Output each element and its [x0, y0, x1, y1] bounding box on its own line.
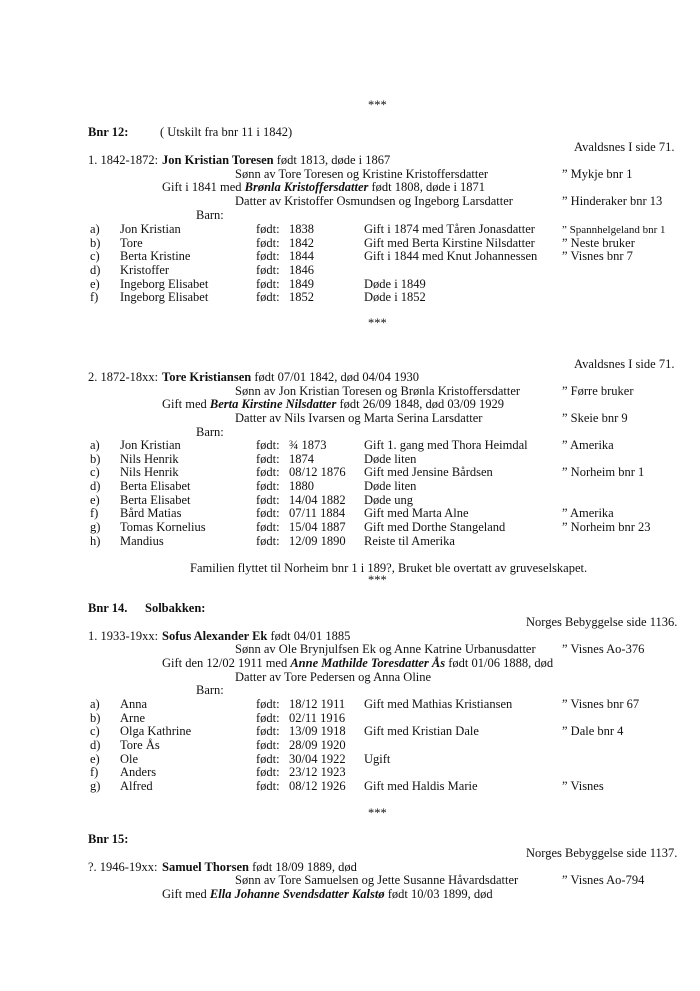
section-note: ( Utskilt fra bnr 11 i 1842): [160, 125, 293, 139]
origin: ” Hinderaker bnr 13: [562, 194, 663, 208]
child-name: Olga Kathrine: [120, 724, 192, 738]
born-label: født:: [256, 779, 280, 793]
child-name: Ole: [120, 752, 139, 766]
born-label: født:: [256, 249, 280, 263]
section-heading-bnr15: Bnr 15:: [88, 832, 129, 846]
child-letter: h): [90, 534, 101, 548]
child-note: Gift med Mathias Kristiansen: [364, 697, 513, 711]
child-note: Døde liten: [364, 479, 417, 493]
child-date: 15/04 1887: [289, 520, 346, 534]
child-place: ” Norheim bnr 23: [562, 520, 651, 534]
child-place: ” Amerika: [562, 438, 614, 452]
child-date: 13/09 1918: [289, 724, 346, 738]
marriage-line: Gift med Ella Johanne Svendsdatter Kalstø født 10/03 1899, død: [162, 887, 493, 901]
born-label: født:: [256, 738, 280, 752]
children-label: Barn:: [196, 425, 224, 439]
born-label: født:: [256, 290, 280, 304]
child-letter: c): [90, 724, 100, 738]
owner-line: Tore Kristiansen født 07/01 1842, død 04/04 1930: [162, 370, 419, 384]
child-note: Døde liten: [364, 452, 417, 466]
child-name: Arne: [120, 711, 145, 725]
spouse-parents-line: Datter av Nils Ivarsen og Marta Serina Larsdatter: [235, 411, 483, 425]
child-date: 1838: [289, 222, 314, 236]
child-place: ” Visnes bnr 7: [562, 249, 633, 263]
separator: ***: [368, 806, 387, 820]
child-note: Gift med Marta Alne: [364, 506, 469, 520]
section-heading-bnr14: Bnr 14.: [88, 601, 128, 615]
child-name: Tore: [120, 236, 143, 250]
child-name: Ingeborg Elisabet: [120, 290, 209, 304]
born-label: født:: [256, 765, 280, 779]
source-reference: Avaldsnes I side 71.: [574, 140, 675, 154]
origin: ” Skeie bnr 9: [562, 411, 628, 425]
child-place: ” Visnes bnr 67: [562, 697, 640, 711]
child-date: 08/12 1876: [289, 465, 346, 479]
parents-line: Sønn av Ole Brynjulfsen Ek og Anne Katrine Urbanusdatter: [235, 642, 536, 656]
child-name: Anna: [120, 697, 148, 711]
child-letter: a): [90, 697, 100, 711]
child-date: 1880: [289, 479, 314, 493]
child-name: Mandius: [120, 534, 164, 548]
separator: ***: [368, 573, 387, 587]
origin: ” Visnes Ao-794: [562, 873, 645, 887]
source-reference: Avaldsnes I side 71.: [574, 357, 675, 371]
born-label: født:: [256, 752, 280, 766]
child-letter: c): [90, 465, 100, 479]
origin: ” Førre bruker: [562, 384, 634, 398]
child-note: Gift 1. gang med Thora Heimdal: [364, 438, 528, 452]
child-name: Tomas Kornelius: [120, 520, 206, 534]
child-place: ” Dale bnr 4: [562, 724, 624, 738]
child-date: 08/12 1926: [289, 779, 346, 793]
born-label: født:: [256, 534, 280, 548]
origin: ” Mykje bnr 1: [562, 167, 633, 181]
child-letter: d): [90, 738, 101, 752]
child-note: Døde i 1849: [364, 277, 426, 291]
child-letter: g): [90, 520, 101, 534]
child-place: ” Spannhelgeland bnr 1: [562, 224, 666, 236]
child-place: ” Amerika: [562, 506, 614, 520]
child-date: ¾ 1873: [289, 438, 327, 452]
owner-period: 1. 1842-1872:: [88, 153, 159, 167]
born-label: født:: [256, 465, 280, 479]
child-name: Nils Henrik: [120, 452, 179, 466]
born-label: født:: [256, 724, 280, 738]
born-label: født:: [256, 452, 280, 466]
children-label: Barn:: [196, 208, 224, 222]
born-label: født:: [256, 711, 280, 725]
child-letter: e): [90, 277, 100, 291]
child-date: 07/11 1884: [289, 506, 346, 520]
child-date: 30/04 1922: [289, 752, 346, 766]
child-note: Gift med Kristian Dale: [364, 724, 479, 738]
marriage-line: Gift med Berta Kirstine Nilsdatter født 26/09 1848, død 03/09 1929: [162, 397, 505, 411]
child-date: 1846: [289, 263, 314, 277]
child-name: Anders: [120, 765, 157, 779]
born-label: født:: [256, 277, 280, 291]
child-letter: a): [90, 438, 100, 452]
child-note: Døde i 1852: [364, 290, 426, 304]
born-label: født:: [256, 506, 280, 520]
spouse-parents-line: Datter av Tore Pedersen og Anna Oline: [235, 670, 432, 684]
owner-line: Sofus Alexander Ek født 04/01 1885: [162, 629, 351, 643]
child-note: Reiste til Amerika: [364, 534, 455, 548]
child-name: Berta Elisabet: [120, 493, 191, 507]
child-date: 1852: [289, 290, 314, 304]
child-date: 1842: [289, 236, 314, 250]
child-date: 12/09 1890: [289, 534, 346, 548]
child-name: Bård Matias: [120, 506, 182, 520]
child-letter: c): [90, 249, 100, 263]
child-name: Jon Kristian: [120, 222, 181, 236]
child-name: Jon Kristian: [120, 438, 181, 452]
child-date: 1844: [289, 249, 314, 263]
separator: ***: [368, 316, 387, 330]
child-place: ” Visnes: [562, 779, 604, 793]
child-place: ” Norheim bnr 1: [562, 465, 645, 479]
born-label: født:: [256, 493, 280, 507]
child-letter: d): [90, 263, 101, 277]
child-letter: a): [90, 222, 100, 236]
spouse-parents-line: Datter av Kristoffer Osmundsen og Ingeborg Larsdatter: [235, 194, 513, 208]
child-date: 02/11 1916: [289, 711, 346, 725]
child-letter: b): [90, 236, 101, 250]
family-note: Familien flyttet til Norheim bnr 1 i 189?, Bruket ble overtatt av gruveselskapet.: [190, 561, 588, 575]
child-name: Ingeborg Elisabet: [120, 277, 209, 291]
child-date: 1849: [289, 277, 314, 291]
child-letter: f): [90, 506, 99, 520]
child-note: Gift med Haldis Marie: [364, 779, 478, 793]
section-heading-bnr12: Bnr 12:: [88, 125, 129, 139]
separator: ***: [368, 98, 387, 112]
parents-line: Sønn av Jon Kristian Toresen og Brønla Kristoffersdatter: [235, 384, 521, 398]
owner-period: 2. 1872-18xx:: [88, 370, 159, 384]
born-label: født:: [256, 479, 280, 493]
owner-line: Samuel Thorsen født 18/09 1889, død: [162, 860, 357, 874]
child-name: Berta Kristine: [120, 249, 191, 263]
child-letter: b): [90, 452, 101, 466]
owner-period: 1. 1933-19xx:: [88, 629, 159, 643]
children-label: Barn:: [196, 683, 224, 697]
child-letter: e): [90, 493, 100, 507]
child-note: Gift med Jensine Bårdsen: [364, 465, 493, 479]
child-note: Gift med Dorthe Stangeland: [364, 520, 506, 534]
child-note: Gift med Berta Kirstine Nilsdatter: [364, 236, 535, 250]
child-note: Ugift: [364, 752, 391, 766]
child-date: 23/12 1923: [289, 765, 346, 779]
source-reference: Norges Bebyggelse side 1136.: [526, 615, 678, 629]
marriage-line: Gift i 1841 med Brønla Kristoffersdatter født 1808, døde i 1871: [162, 180, 486, 194]
born-label: født:: [256, 236, 280, 250]
child-date: 28/09 1920: [289, 738, 346, 752]
child-name: Nils Henrik: [120, 465, 179, 479]
child-note: Gift i 1844 med Knut Johannessen: [364, 249, 538, 263]
born-label: født:: [256, 520, 280, 534]
child-note: Gift i 1874 med Tåren Jonasdatter: [364, 222, 535, 236]
child-note: Døde ung: [364, 493, 413, 507]
child-date: 18/12 1911: [289, 697, 346, 711]
owner-line: Jon Kristian Toresen født 1813, døde i 1867: [162, 153, 391, 167]
child-name: Kristoffer: [120, 263, 170, 277]
born-label: født:: [256, 222, 280, 236]
owner-period: ?. 1946-19xx:: [88, 860, 158, 874]
child-date: 14/04 1882: [289, 493, 346, 507]
child-letter: g): [90, 779, 101, 793]
born-label: født:: [256, 697, 280, 711]
child-letter: f): [90, 290, 99, 304]
born-label: født:: [256, 263, 280, 277]
child-name: Alfred: [120, 779, 153, 793]
child-letter: d): [90, 479, 101, 493]
child-letter: e): [90, 752, 100, 766]
child-place: ” Neste bruker: [562, 236, 635, 250]
origin: ” Visnes Ao-376: [562, 642, 645, 656]
child-date: 1874: [289, 452, 314, 466]
marriage-line: Gift den 12/02 1911 med Anne Mathilde Toresdatter Ås født 01/06 1888, død: [162, 656, 554, 670]
source-reference: Norges Bebyggelse side 1137.: [526, 846, 678, 860]
child-name: Tore Ås: [120, 738, 160, 752]
parents-line: Sønn av Tore Samuelsen og Jette Susanne Håvardsdatter: [235, 873, 519, 887]
born-label: født:: [256, 438, 280, 452]
child-letter: f): [90, 765, 99, 779]
child-letter: b): [90, 711, 101, 725]
farm-name: Solbakken:: [145, 601, 206, 615]
parents-line: Sønn av Tore Toresen og Kristine Kristoffersdatter: [235, 167, 489, 181]
child-name: Berta Elisabet: [120, 479, 191, 493]
